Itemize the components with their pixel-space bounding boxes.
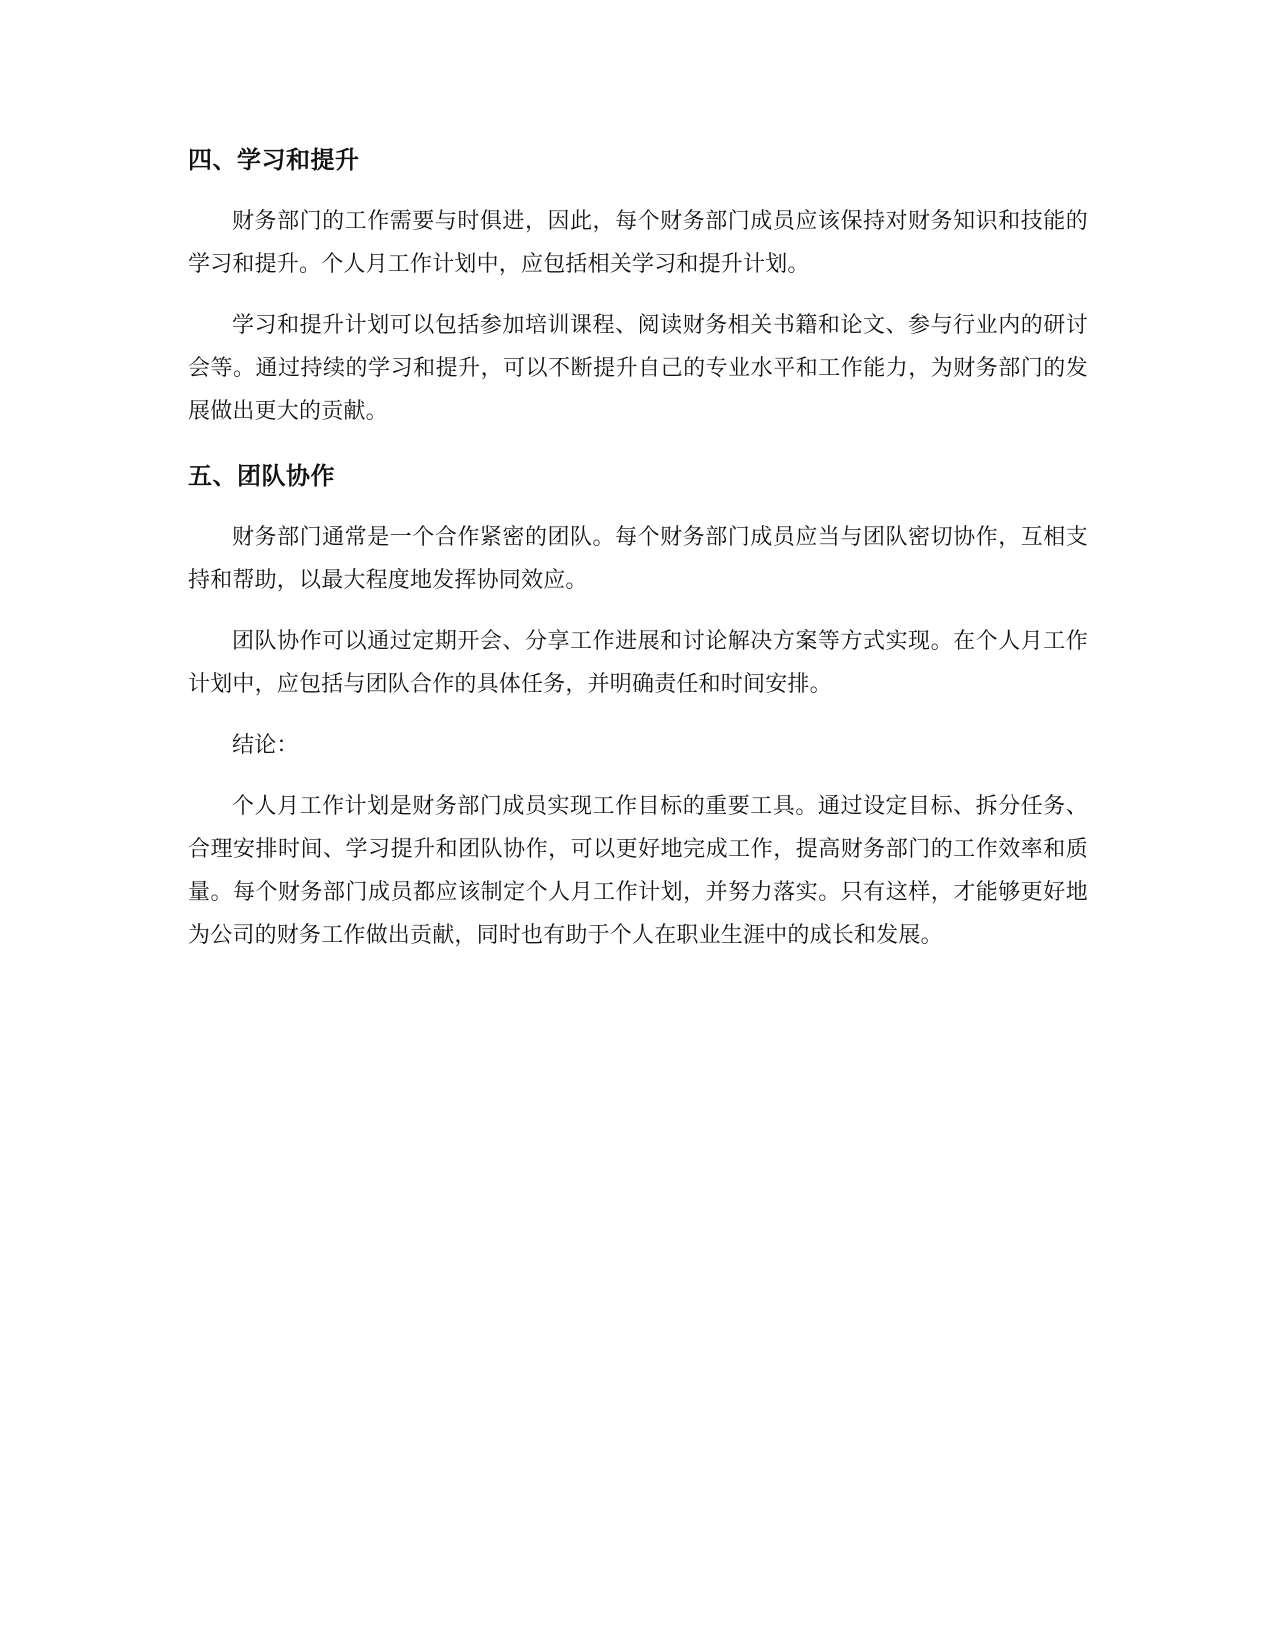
section-title-teamwork: 五、团队协作 [188, 462, 335, 490]
section-title-learning: 四、学习和提升 [188, 146, 360, 174]
section-spacer [188, 451, 1088, 459]
paragraph: 财务部门通常是一个合作紧密的团队。每个财务部门成员应当与团队密切协作，互相支持和帮助，以最大程度地发挥协同效应。 [188, 525, 1088, 593]
conclusion-paragraph: 个人月工作计划是财务部门成员实现工作目标的重要工具。通过设定目标、拆分任务、合理安排时间、学习提升和团队协作，可以更好地完成工作，提高财务部门的工作效率和质量。每个财务部门成员都应该制定个人月工作计划，并努力落实。只有这样，才能够更好地为公司的财务工作做出贡献，同时也有助于个人在职业生涯中的成长和发展。 [188, 794, 1088, 948]
paragraph: 财务部门的工作需要与时俱进，因此，每个财务部门成员应该保持对财务知识和技能的学习和提升。个人月工作计划中，应包括相关学习和提升计划。 [188, 209, 1088, 277]
paragraph: 团队协作可以通过定期开会、分享工作进展和讨论解决方案等方式实现。在个人月工作计划中，应包括与团队合作的具体任务，并明确责任和时间安排。 [188, 629, 1088, 697]
conclusion-label: 结论： [232, 733, 299, 758]
document-body [188, 143, 1088, 975]
paragraph: 学习和提升计划可以包括参加培训课程、阅读财务相关书籍和论文、参与行业内的研讨会等。通过持续的学习和提升，可以不断提升自己的专业水平和工作能力，为财务部门的发展做出更大的贡献。 [188, 313, 1088, 424]
